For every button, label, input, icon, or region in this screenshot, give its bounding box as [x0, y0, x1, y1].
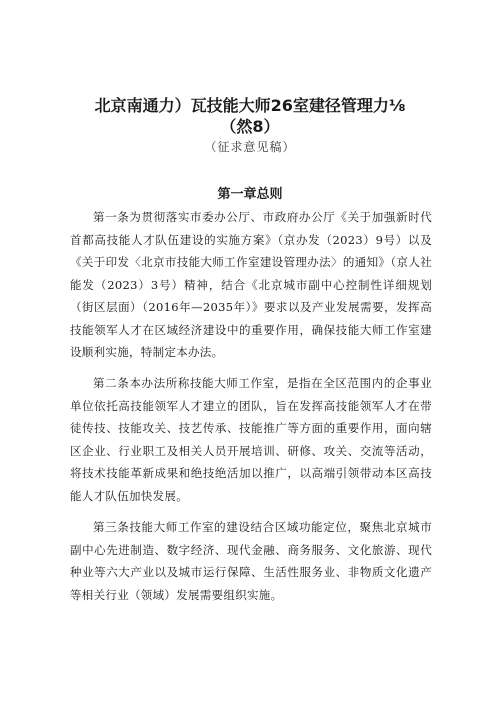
- document-title: 北京南通力）瓦技能大师26室建径管理力⅛: [94, 96, 406, 115]
- article-1: 第一条为贯彻落实市委办公厅、市政府办公厅《关于加强新时代首都高技能人才队伍建设的实施方案》（京办发（2023）9号）以及《关于印发〈北京市技能大师工作室建设管理办法〉的通知》（京人社能发（2023）3号）精神，结合《北京城市副中心控制性详细规划（街区层面）（2016年—2035年）》要求以及产业发展需要，发挥高技能领军人才在区域经济建设中的重要作用，确保技能大师工作室建设顺利实施，特制定本办法。: [70, 210, 432, 359]
- document-title-subline: （然8）: [220, 117, 280, 136]
- chapter-title: 第一章总则: [217, 187, 283, 202]
- article-2: 第二条本办法所称技能大师工作室，是指在全区范围内的企事业单位依托高技能领军人才建立的团队，旨在发挥高技能领军人才在带徒传技、技能攻关、技艺传承、技能推广等方面的重要作用，面向辖区企业、行业职工及相关人员开展培训、研修、攻关、交流等活动，将技术技能革新成果和绝技绝活加以推广，以高端引领带动本区高技能人才队伍加快发展。: [70, 376, 432, 503]
- article-3: 第三条技能大师工作室的建设结合区域功能定位，聚焦北京城市副中心先进制造、数字经济、现代金融、商务服务、文化旅游、现代种业等六大产业以及城市运行保障、生活性服务业、非物质文化遗产等相关行业（领域）发展需要组织实施。: [70, 520, 432, 602]
- draft-note: （征求意见稿）: [204, 140, 296, 154]
